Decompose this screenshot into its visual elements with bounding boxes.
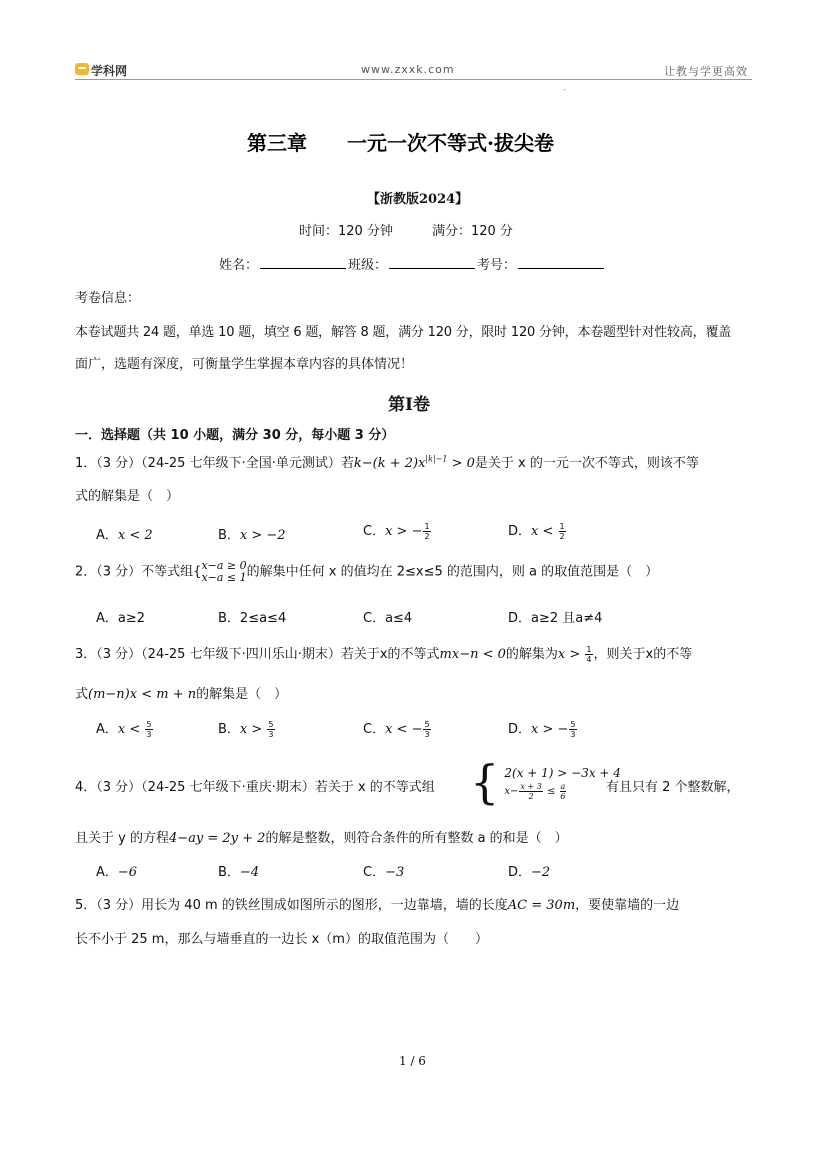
question-4-suffix: 有且只有 2 个整数解， (606, 780, 740, 795)
q3-option-b[interactable]: B．x > $\frac{5}{3}$ (218, 720, 274, 739)
q4-system: { 2(x + 1) > −3x + 4 x− $\frac{x + 3}{2}$ ≤ $\frac{a}{6}$ (470, 755, 621, 809)
q3-option-c[interactable]: C．x < − $\frac{5}{3}$ (363, 720, 430, 739)
question-5: 5．（3 分）用长为 40 m 的铁丝围成如图所示的图形，一边靠墙，墙的长度AC = 30m，要使靠墙的一边 (75, 898, 680, 913)
info-line-2: 面广，选题有深度，可衡量学生掌握本章内容的具体情况！ (75, 357, 414, 372)
header-rule (75, 79, 752, 80)
header-dot: - (563, 85, 566, 94)
q4-option-c[interactable]: C．−3 (363, 865, 405, 880)
edition: 【浙教版2024】 (367, 192, 469, 207)
q2-option-b[interactable]: B．2≤a≤4 (218, 611, 287, 626)
page-number: 1 / 6 (399, 1054, 426, 1068)
q1-option-c[interactable]: C．x > − $\frac{1}{2}$ (363, 522, 430, 541)
q4-option-d[interactable]: D．−2 (508, 865, 551, 880)
slogan: 让教与学更高效 (664, 65, 748, 78)
q2-option-a[interactable]: A．a≥2 (96, 611, 146, 626)
name-label: 姓名： (219, 258, 259, 273)
brand-name: 学科网 (91, 64, 128, 78)
name-field[interactable] (260, 256, 346, 269)
class-label: 班级： (348, 258, 388, 273)
student-info-line (219, 254, 606, 273)
question-3-line-2: 式(m−n)x < m + n的解集是（ ） (75, 687, 288, 702)
question-4: 4．（3 分）（24-25 七年级下·重庆·期末）若关于 x 的不等式组 (75, 780, 435, 795)
q3-option-d[interactable]: D．x > − $\frac{5}{3}$ (508, 720, 576, 739)
number-field[interactable] (518, 256, 604, 269)
volume-title: 第Ⅰ卷 (388, 395, 430, 415)
site-url: www.zxxk.com (361, 63, 455, 76)
question-5-line-2: 长不小于 25 m，那么与墙垂直的一边长 x（m）的取值范围为（ ） (75, 932, 488, 947)
logo-icon (75, 63, 89, 75)
q1-option-d[interactable]: D．x < $\frac{1}{2}$ (508, 522, 565, 541)
info-line-1: 本卷试题共 24 题，单选 10 题，填空 6 题，解答 8 题，满分 120 分，限时 120 分钟，本卷题型针对性较高，覆盖 (75, 325, 732, 340)
q3-option-a[interactable]: A．x < $\frac{5}{3}$ (96, 720, 152, 739)
section-title: 一．选择题（共 10 小题，满分 30 分，每小题 3 分） (75, 428, 395, 443)
q2-option-d[interactable]: D．a≥2 且a≠4 (508, 611, 603, 626)
question-2: 2．（3 分）不等式组{ x−a ≥ 0 x−a ≤ 1 的解集中任何 x 的值均在 2≤x≤5 的范围内，则 a 的取值范围是（ ） (75, 559, 659, 584)
number-label: 考号： (477, 258, 517, 273)
q1-option-b[interactable]: B．x > −2 (218, 528, 286, 543)
time-line: 时间：120 分钟 满分：120 分 (299, 224, 513, 239)
q4-option-b[interactable]: B．−4 (218, 865, 260, 880)
class-field[interactable] (389, 256, 475, 269)
q1-option-a[interactable]: A．x < 2 (96, 528, 153, 543)
question-4-line-2: 且关于 y 的方程4−ay = 2y + 2的解是整数，则符合条件的所有整数 a 的和是（ ） (75, 831, 568, 846)
question-1-line-2: 式的解集是（ ） (75, 489, 180, 504)
question-3: 3．（3 分）（24-25 七年级下·四川乐山·期末）若关于x的不等式mx−n < 0的解集为x > $\frac{1}{4}$ ，则关于x的不等 (75, 645, 693, 664)
q4-option-a[interactable]: A．−6 (96, 865, 138, 880)
page-title: 第三章 一元一次不等式·拔尖卷 (247, 131, 554, 155)
question-1: 1．（3 分）（24-25 七年级下·全国·单元测试）若$k-(k + 2)x^{|k|-1} > 0$是关于 x 的一元一次不等式，则该不等 (75, 454, 699, 471)
info-label: 考卷信息： (75, 291, 141, 306)
q2-option-c[interactable]: C．a≤4 (363, 611, 413, 626)
